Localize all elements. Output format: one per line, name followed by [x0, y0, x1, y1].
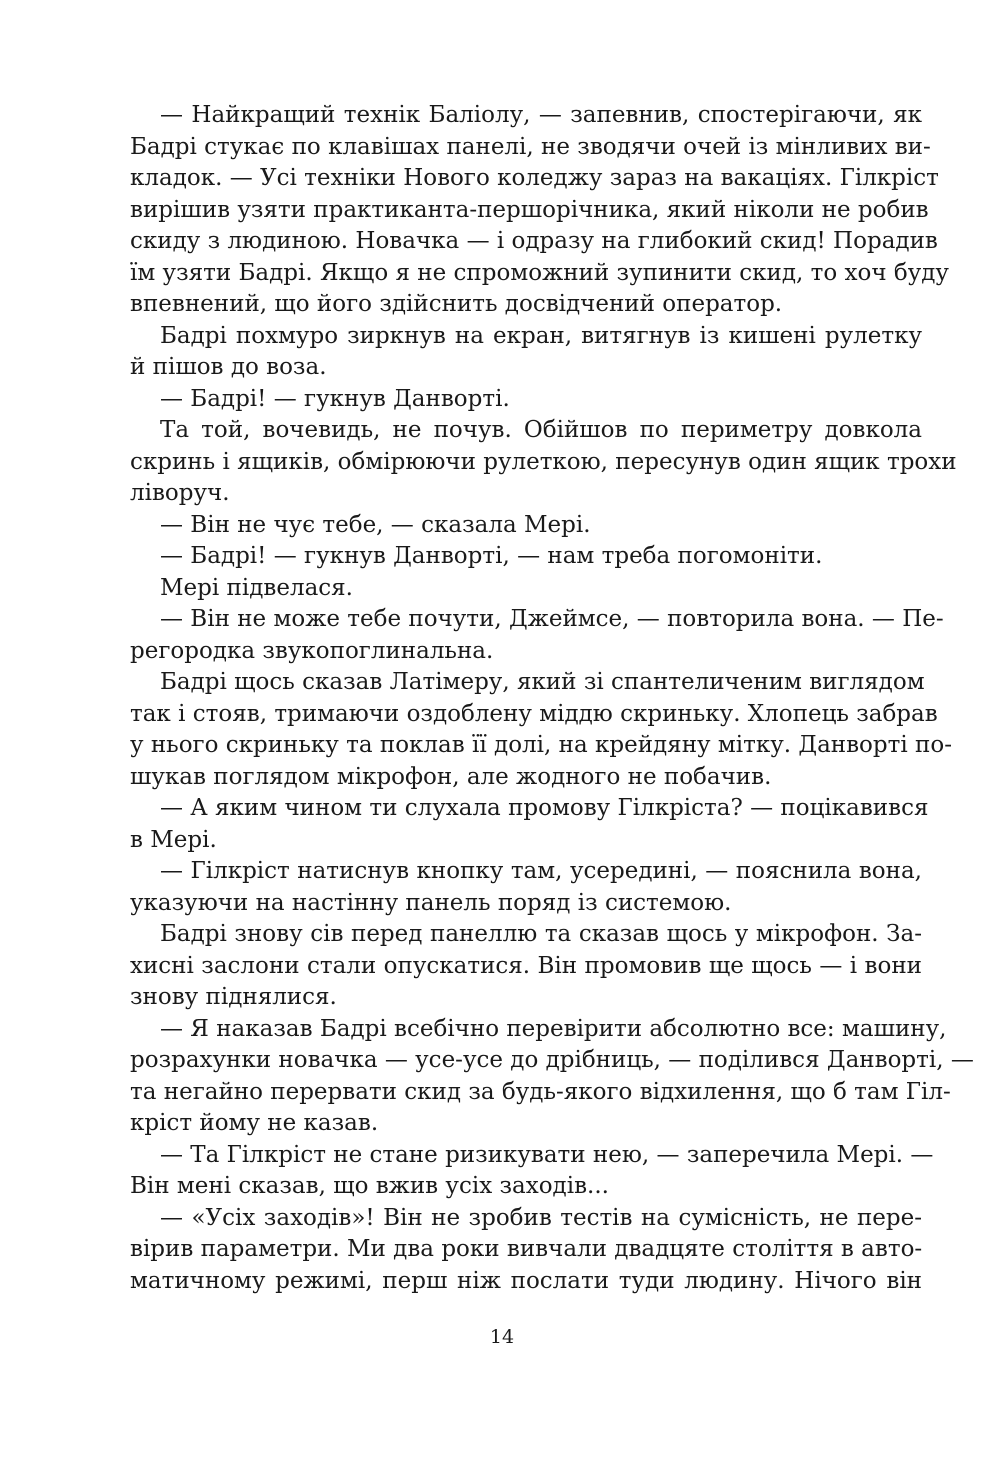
- text-line: — А яким чином ти слухала промову Гілкріста? — поцікавився: [160, 795, 929, 821]
- paragraph: [130, 510, 922, 542]
- text-line: — Я наказав Бадрі всебічно перевірити абсолютно все: машину,: [160, 1015, 947, 1042]
- page-number: 14: [489, 1326, 515, 1348]
- paragraph: [130, 667, 952, 793]
- paragraph: [130, 573, 922, 605]
- text-line: — Бадрі! — гукнув Данворті, — нам треба погомоніти.: [160, 543, 823, 569]
- paragraph: [130, 415, 957, 510]
- page-body: [130, 100, 974, 1297]
- text-line: їм узяти Бадрі. Якщо я не спроможний зупинити скид, то хоч буду: [130, 259, 949, 286]
- text-line: хисні заслони стали опускатися. Він промовив ще щось — і вони: [130, 952, 922, 979]
- text-line: Бадрі похмуро зиркнув на екран, витягнув із кишені рулетку: [160, 322, 922, 349]
- paragraph: [130, 321, 922, 384]
- paragraph: [130, 1203, 922, 1298]
- paragraph: [130, 856, 922, 919]
- text-line: — Він не може тебе почути, Джеймсе, — повторила вона. — Пе-: [160, 606, 944, 632]
- paragraph: [130, 384, 922, 416]
- text-line: Та той, вочевидь, не почув. Обійшов по периметру довкола: [160, 417, 922, 443]
- text-line: указуючи на настінну панель поряд із системою.: [130, 889, 732, 916]
- text-line: — Найкращий технік Баліолу, — запевнив, спостерігаючи, як: [160, 102, 922, 128]
- paragraph: [130, 793, 929, 856]
- text-line: й пішов до воза.: [130, 354, 327, 380]
- text-line: скринь і ящиків, обмірюючи рулеткою, пересунув один ящик трохи: [130, 448, 957, 475]
- text-line: та негайно перервати скид за будь-якого відхилення, що б там Гіл-: [130, 1078, 951, 1105]
- text-line: вирішив узяти практиканта-першорічника, який ніколи не робив: [130, 196, 929, 223]
- text-line: кріст йому не казав.: [130, 1110, 379, 1136]
- paragraph: [130, 604, 944, 667]
- text-line: впевнений, що його здійснить досвідчений оператор.: [130, 291, 783, 317]
- text-line: розрахунки новачка — усе-усе до дрібниць, — поділився Данворті, —: [130, 1047, 974, 1073]
- text-line: скиду з людиною. Новачка — і одразу на глибокий скид! Порадив: [130, 228, 938, 254]
- paragraph: [130, 919, 922, 1014]
- text-line: вірив параметри. Ми два роки вивчали двадцяте століття в авто-: [130, 1236, 923, 1262]
- text-line: — Та Гілкріст не стане ризикувати нею, — заперечила Мері. —: [160, 1141, 934, 1168]
- text-line: — Бадрі! — гукнув Данворті.: [160, 385, 510, 412]
- text-line: Мері підвелася.: [160, 574, 353, 601]
- text-line: у нього скриньку та поклав її долі, на крейдяну мітку. Данворті по-: [130, 732, 952, 758]
- text-line: в Мері.: [130, 826, 217, 853]
- paragraph: [130, 541, 922, 573]
- text-line: — Він не чує тебе, — сказала Мері.: [160, 511, 591, 538]
- paragraph: [130, 1140, 934, 1203]
- text-line: — Гілкріст натиснув кнопку там, усередині, — пояснила вона,: [160, 858, 922, 884]
- text-line: так і стояв, тримаючи оздоблену міддю скриньку. Хлопець забрав: [130, 700, 938, 727]
- text-line: ліворуч.: [130, 480, 230, 506]
- text-line: Бадрі щось сказав Латімеру, який зі спантеличеним виглядом: [160, 669, 925, 695]
- text-line: Бадрі стукає по клавішах панелі, не зводячи очей із мінливих ви-: [130, 133, 931, 160]
- text-line: знову піднялися.: [130, 984, 337, 1010]
- text-line: кладок. — Усі техніки Нового коледжу зараз на вакаціях. Гілкріст: [130, 165, 939, 191]
- paragraph: [130, 1014, 974, 1140]
- text-line: шукав поглядом мікрофон, але жодного не побачив.: [130, 763, 772, 790]
- text-line: матичному режимі, перш ніж послати туди людину. Нічого він: [130, 1267, 922, 1294]
- paragraph: [130, 100, 949, 321]
- text-line: — «Усіх заходів»! Він не зробив тестів на сумісність, не пере-: [160, 1204, 922, 1231]
- text-line: регородка звукопоглинальна.: [130, 637, 494, 664]
- text-line: Він мені сказав, що вжив усіх заходів...: [130, 1173, 609, 1199]
- text-line: Бадрі знову сів перед панеллю та сказав щось у мікрофон. За-: [160, 921, 922, 947]
